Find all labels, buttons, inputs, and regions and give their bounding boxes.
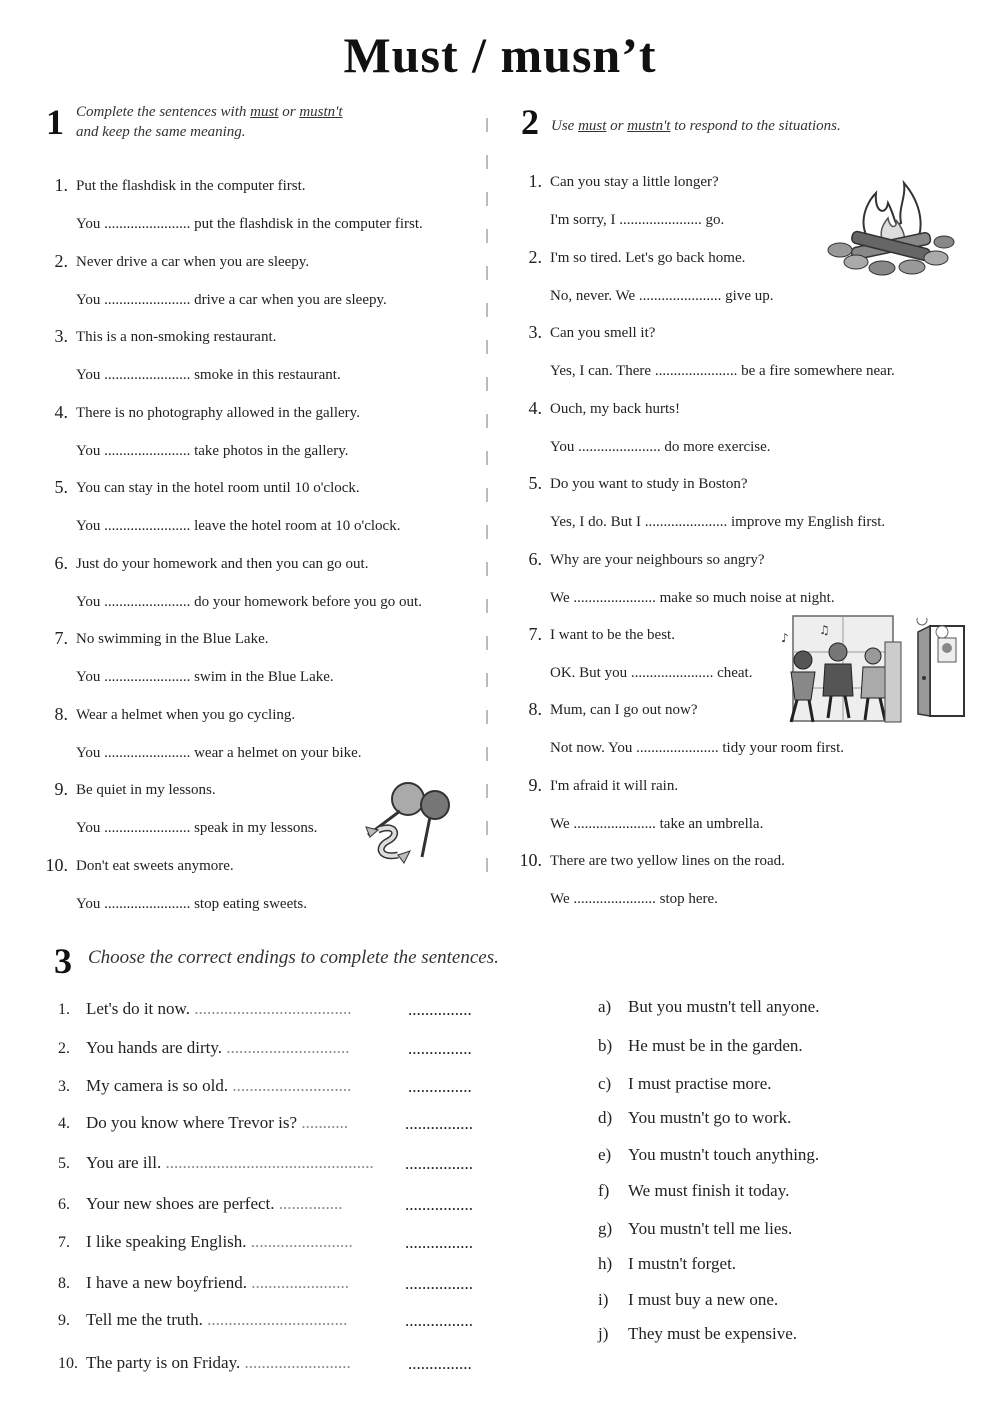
sentence-number: 5. [58,1155,70,1172]
ending-letter: g) [598,1219,613,1238]
item-answer-line[interactable]: You ....................... speak in my lessons. [76,820,318,836]
instruction-or: or [606,118,628,134]
instruction-text-2: and keep the same meaning. [76,124,246,140]
section-2-number: 2 [521,102,539,142]
sentence-text: Do you know where Trevor is? [86,1113,298,1132]
item-sentence: You can stay in the hotel room until 10 o'clock. [76,480,360,496]
ending-letter: f) [598,1181,610,1200]
sentence-row [58,1273,349,1293]
item-sentence: This is a non-smoking restaurant. [76,329,277,345]
item-number: 1. [54,175,68,195]
item-sentence: Can you smell it? [550,325,656,341]
item-number: 9. [54,779,68,799]
ending-option [598,1181,789,1201]
sentence-number: 4. [58,1115,70,1132]
ending-text: I must practise more. [628,1074,772,1093]
sentence-number: 10. [58,1355,78,1372]
ending-letter: b) [598,1036,613,1055]
item-answer-line[interactable]: You ....................... do your homework before you go out. [76,594,422,610]
ending-letter: j) [598,1324,609,1343]
ending-option [598,1324,797,1344]
item-number: 5. [528,473,542,493]
sentence-row [58,999,351,1019]
ending-text: I must buy a new one. [628,1290,779,1309]
section-1-instruction [76,102,456,142]
item-answer-line[interactable]: You ....................... drive a car when you are sleepy. [76,292,387,308]
sentence-text: Your new shoes are perfect. [86,1194,275,1213]
section-1-number: 1 [46,102,64,142]
item-answer-line[interactable]: I'm sorry, I ...................... go. [550,212,725,228]
item-answer-line[interactable]: You ....................... wear a helmet on your bike. [76,745,362,761]
sentence-leader: ............................. [222,1038,350,1057]
ending-option [598,1074,772,1094]
ending-letter: c) [598,1074,612,1093]
item-sentence: Never drive a car when you are sleepy. [76,254,310,270]
instruction-text: Use [551,118,579,134]
item-answer-line[interactable]: We ...................... take an umbrella. [550,816,764,832]
ending-option [598,1254,736,1274]
sentence-leader: ................................................. [161,1153,374,1172]
item-sentence: Can you stay a little longer? [550,174,719,190]
keyword-mustnt: mustn't [627,118,671,134]
sentence-text: You are ill. [86,1153,162,1172]
sentence-leader: ......................... [240,1353,351,1372]
item-number: 1. [528,171,542,191]
sentence-number: 9. [58,1312,70,1329]
item-answer-line[interactable]: You ...................... do more exercise. [550,439,771,455]
sweets-icon [360,775,460,867]
item-sentence: I'm afraid it will rain. [550,778,679,794]
item-sentence: Put the flashdisk in the computer first. [76,178,306,194]
ending-text: But you mustn't tell anyone. [628,997,820,1016]
instruction-or: or [278,104,300,120]
sentence-row [58,1076,351,1096]
item-answer-line[interactable]: No, never. We ...................... give up. [550,288,774,304]
item-number: 4. [528,398,542,418]
ending-letter: a) [598,997,612,1016]
ending-text: I mustn't forget. [628,1254,737,1273]
item-sentence: There is no photography allowed in the gallery. [76,405,360,421]
ending-letter: e) [598,1145,612,1164]
sentence-number: 7. [58,1234,70,1251]
item-sentence: I want to be the best. [550,627,675,643]
ending-letter: d) [598,1108,613,1127]
ending-text: You mustn't go to work. [628,1108,792,1127]
sentence-text: I have a new boyfriend. [86,1273,247,1292]
item-answer-line[interactable]: Yes, I can. There ...................... be a fire somewhere near. [550,363,895,379]
sentence-text: You hands are dirty. [86,1038,222,1057]
item-number: 7. [54,628,68,648]
column-divider [485,118,489,908]
item-sentence: Just do your homework and then you can go out. [76,556,369,572]
item-answer-line[interactable]: We ...................... make so much noise at night. [550,590,835,606]
party-scene-icon [773,612,908,730]
sentence-text: Tell me the truth. [86,1310,203,1329]
item-answer-line[interactable]: We ...................... stop here. [550,891,718,907]
sentence-leader: ................................. [202,1310,348,1329]
ending-text: We must finish it today. [628,1181,790,1200]
ending-letter: h) [598,1254,613,1273]
sentence-text: Let's do it now. [86,999,190,1018]
sentence-leader: ..................................... [189,999,352,1018]
answer-blank[interactable]: ............... [408,1000,472,1019]
sentence-row [58,1113,348,1133]
section-3-number: 3 [54,941,72,981]
item-answer-line[interactable]: Yes, I do. But I ...................... improve my English first. [550,514,886,530]
sentence-leader: ............... [274,1194,343,1213]
item-number: 6. [54,553,68,573]
item-sentence: Wear a helmet when you go cycling. [76,707,296,723]
sentence-row [58,1353,351,1373]
ending-option [598,1219,792,1239]
ending-text: You mustn't touch anything. [628,1145,820,1164]
sentence-row [58,1194,343,1214]
sentence-row [58,1153,374,1173]
item-answer-line[interactable]: You ....................... smoke in this restaurant. [76,367,341,383]
item-sentence: Do you want to study in Boston? [550,476,748,492]
item-sentence: No swimming in the Blue Lake. [76,631,269,647]
item-number: 4. [54,402,68,422]
item-sentence: Be quiet in my lessons. [76,782,216,798]
section-3-instruction: Choose the correct endings to complete the sentences. [88,947,499,968]
answer-blank[interactable]: ................ [405,1154,473,1173]
section-2-instruction [551,116,971,136]
door-icon [912,618,968,718]
sentence-text: The party is on Friday. [86,1353,241,1372]
answer-blank[interactable]: ................ [405,1114,473,1133]
item-number: 3. [54,326,68,346]
sentence-number: 1. [58,1001,70,1018]
answer-blank[interactable]: ............... [408,1077,472,1096]
sentence-number: 2. [58,1040,70,1057]
answer-blank[interactable]: ................ [405,1195,473,1214]
item-number: 8. [528,699,542,719]
sentence-text: I like speaking English. [86,1232,247,1251]
keyword-must: must [578,118,607,134]
keyword-must: must [250,104,279,120]
item-answer-line[interactable]: You ....................... put the flashdisk in the computer first. [76,216,423,232]
ending-option [598,997,819,1017]
item-sentence: There are two yellow lines on the road. [550,853,785,869]
answer-blank[interactable]: ............... [408,1039,472,1058]
item-answer-line[interactable]: Not now. You ...................... tidy your room first. [550,740,845,756]
item-number: 5. [54,477,68,497]
sentence-leader: ............................ [228,1076,352,1095]
ending-text: They must be expensive. [628,1324,798,1343]
item-number: 10. [45,855,68,875]
sentence-number: 8. [58,1275,70,1292]
item-number: 3. [528,322,542,342]
item-sentence: Why are your neighbours so angry? [550,552,765,568]
item-sentence: Ouch, my back hurts! [550,401,680,417]
sentence-row [58,1232,353,1252]
item-answer-line[interactable]: You ....................... leave the hotel room at 10 o'clock. [76,518,401,534]
item-sentence: Don't eat sweets anymore. [76,858,234,874]
sentence-number: 6. [58,1196,70,1213]
campfire-icon [826,178,956,276]
sentence-text: My camera is so old. [86,1076,229,1095]
keyword-mustnt: mustn't [299,104,343,120]
item-number: 6. [528,549,542,569]
sentence-leader: ....................... [246,1273,349,1292]
sentence-leader: ........... [297,1113,349,1132]
ending-text: You mustn't tell me lies. [628,1219,793,1238]
answer-blank[interactable]: ................ [405,1233,473,1252]
ending-option [598,1290,778,1310]
item-number: 2. [528,247,542,267]
item-number: 7. [528,624,542,644]
svg-text:♪: ♪ [781,631,789,645]
item-number: 9. [528,775,542,795]
sentence-leader: ........................ [246,1232,353,1251]
answer-blank[interactable]: ............... [408,1354,472,1373]
ending-letter: i) [598,1290,609,1309]
item-answer-line[interactable]: You ....................... take photos in the gallery. [76,443,349,459]
answer-blank[interactable]: ................ [405,1274,473,1293]
page-title: Must / musn’t [343,27,657,83]
svg-text:♫: ♫ [819,623,830,637]
answer-blank[interactable]: ................ [405,1311,473,1330]
ending-option [598,1145,819,1165]
ending-text: He must be in the garden. [628,1036,803,1055]
item-sentence: Mum, can I go out now? [550,702,698,718]
sentence-row [58,1038,350,1058]
sentence-number: 3. [58,1078,70,1095]
item-number: 2. [54,251,68,271]
item-number: 10. [519,850,542,870]
ending-option [598,1108,791,1128]
instruction-text-2: to respond to the situations. [670,118,841,134]
item-number: 8. [54,704,68,724]
ending-option [598,1036,803,1056]
item-answer-line[interactable]: You ....................... swim in the Blue Lake. [76,669,334,685]
item-answer-line[interactable]: OK. But you ...................... cheat. [550,665,753,681]
instruction-text: Complete the sentences with [76,104,251,120]
item-answer-line[interactable]: You ....................... stop eating sweets. [76,896,307,912]
item-sentence: I'm so tired. Let's go back home. [550,250,746,266]
sentence-row [58,1310,347,1330]
